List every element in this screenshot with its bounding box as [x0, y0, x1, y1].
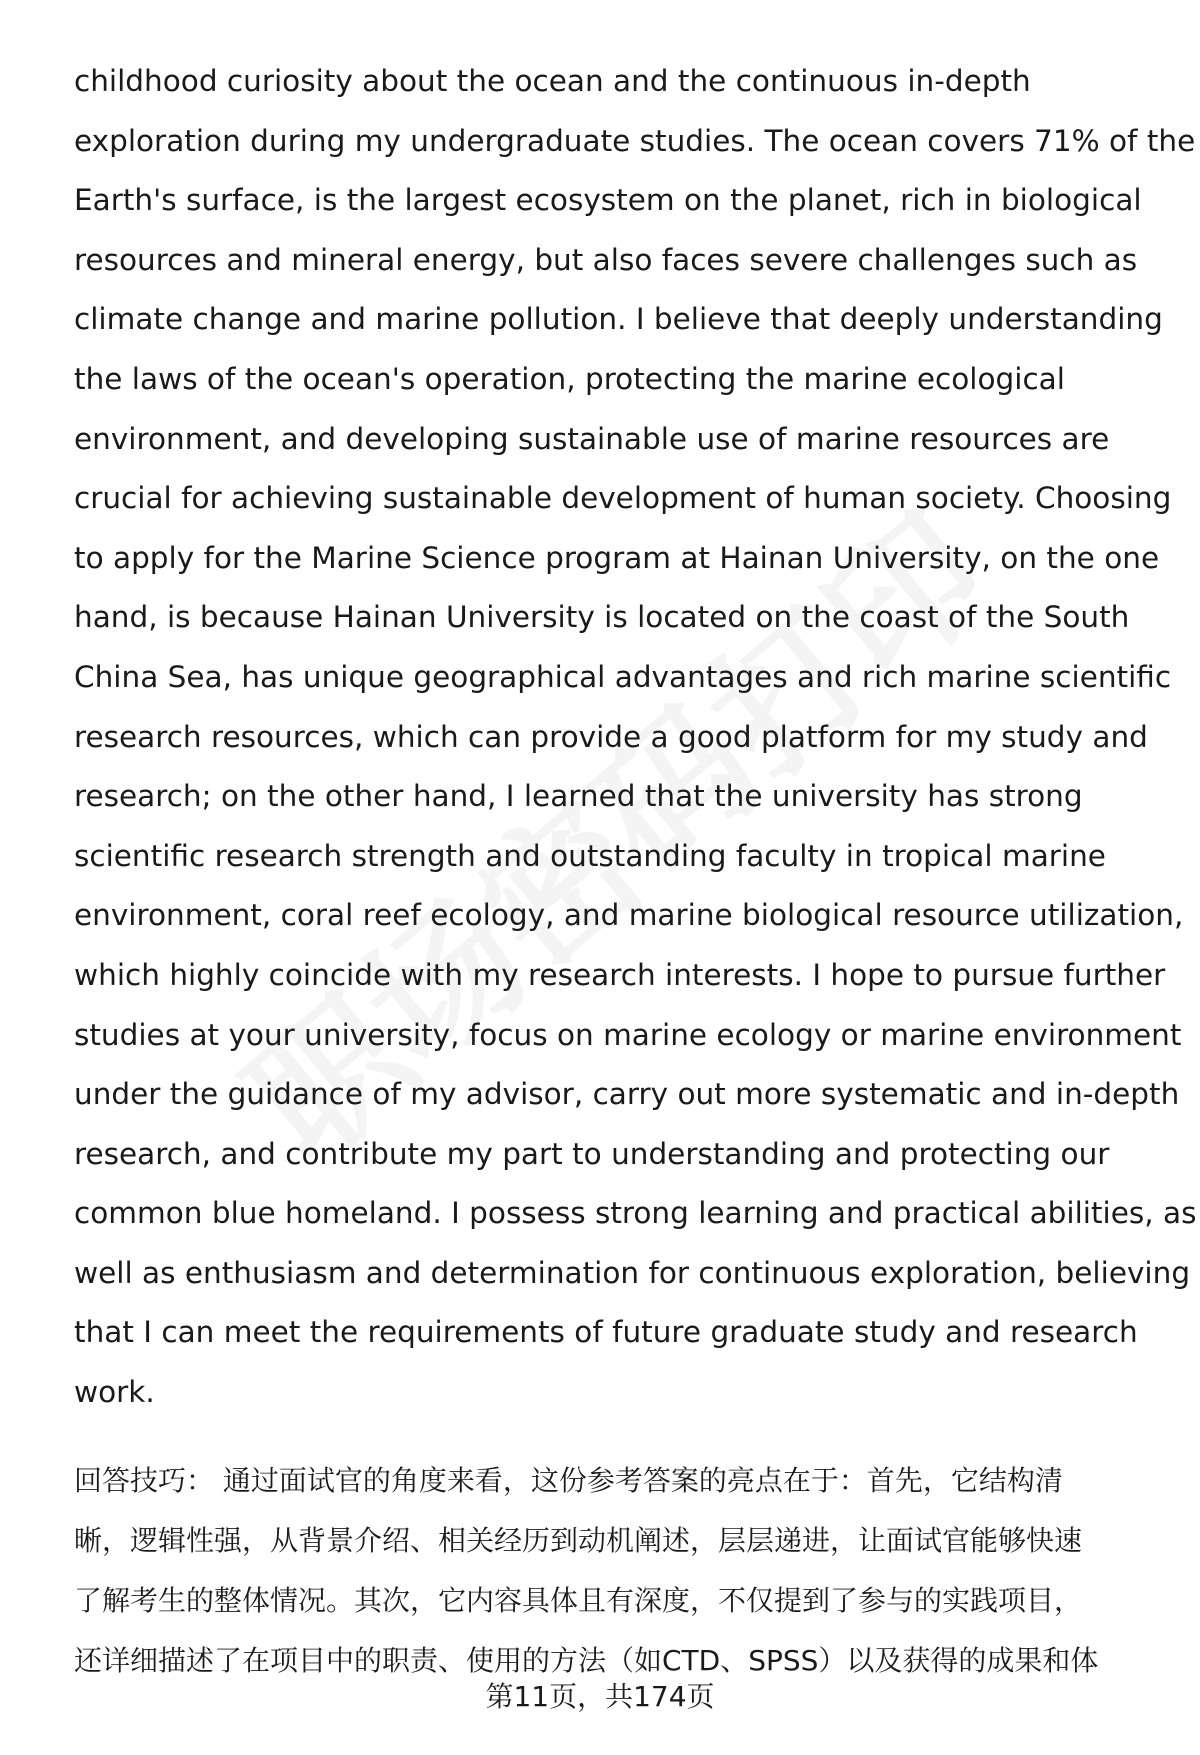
- paragraph-line: hand, is because Hainan University is located on the coast of the South: [74, 600, 1130, 635]
- paragraph-line: childhood curiosity about the ocean and the continuous in-depth: [74, 64, 1031, 98]
- paragraph-line: environment, and developing sustainable use of marine resources are: [74, 421, 1110, 456]
- paragraph-line: which highly coincide with my research interests. I hope to pursue further: [74, 957, 1166, 992]
- paragraph-line: Earth's surface, is the largest ecosystem on the planet, rich in biological: [74, 183, 1142, 218]
- paragraph-line: the laws of the ocean's operation, protecting the marine ecological: [74, 361, 1065, 396]
- paragraph-line: crucial for achieving sustainable development of human society. Choosing: [74, 481, 1172, 516]
- page-number: 第11页，共174页: [485, 1680, 715, 1713]
- tips-line: 晰，逻辑性强，从背景介绍、相关经历到动机阐述，层层递进，让面试官能够快速: [74, 1524, 1083, 1557]
- paragraph-line: under the guidance of my advisor, carry out more systematic and in-depth: [74, 1077, 1180, 1112]
- paragraph-line: common blue homeland. I possess strong learning and practical abilities, as: [74, 1196, 1197, 1231]
- paragraph-line: climate change and marine pollution. I believe that deeply understanding: [74, 302, 1163, 337]
- tips-line: 了解考生的整体情况。其次，它内容具体且有深度，不仅提到了参与的实践项目，: [74, 1584, 1083, 1617]
- paragraph-line: scientific research strength and outstanding faculty in tropical marine: [74, 838, 1106, 873]
- tips-line: 回答技巧： 通过面试官的角度来看，这份参考答案的亮点在于：首先，它结构清: [74, 1464, 1063, 1497]
- paragraph-line: exploration during my undergraduate studies. The ocean covers 71% of the: [74, 123, 1196, 158]
- tips-line: 还详细描述了在项目中的职责、使用的方法（如CTD、SPSS）以及获得的成果和体: [74, 1644, 1099, 1677]
- paragraph-line: resources and mineral energy, but also faces severe challenges such as: [74, 242, 1138, 277]
- answer-paragraph: [74, 52, 1197, 1423]
- paragraph-line: studies at your university, focus on marine ecology or marine environment: [74, 1017, 1182, 1052]
- paragraph-line: that I can meet the requirements of future graduate study and research: [74, 1315, 1138, 1350]
- paragraph-line: research, and contribute my part to understanding and protecting our: [74, 1136, 1110, 1171]
- paragraph-line: work.: [74, 1375, 155, 1410]
- paragraph-line: research; on the other hand, I learned that the university has strong: [74, 779, 1083, 814]
- paragraph-line: to apply for the Marine Science program at Hainan University, on the one: [74, 540, 1160, 575]
- paragraph-line: environment, coral reef ecology, and marine biological resource utilization,: [74, 898, 1184, 933]
- paragraph-line: research resources, which can provide a good platform for my study and: [74, 719, 1148, 754]
- paragraph-line: well as enthusiasm and determination for continuous exploration, believing: [74, 1255, 1191, 1290]
- answer-tips-paragraph: [74, 1451, 1164, 1691]
- paragraph-line: China Sea, has unique geographical advantages and rich marine scientific: [74, 659, 1172, 694]
